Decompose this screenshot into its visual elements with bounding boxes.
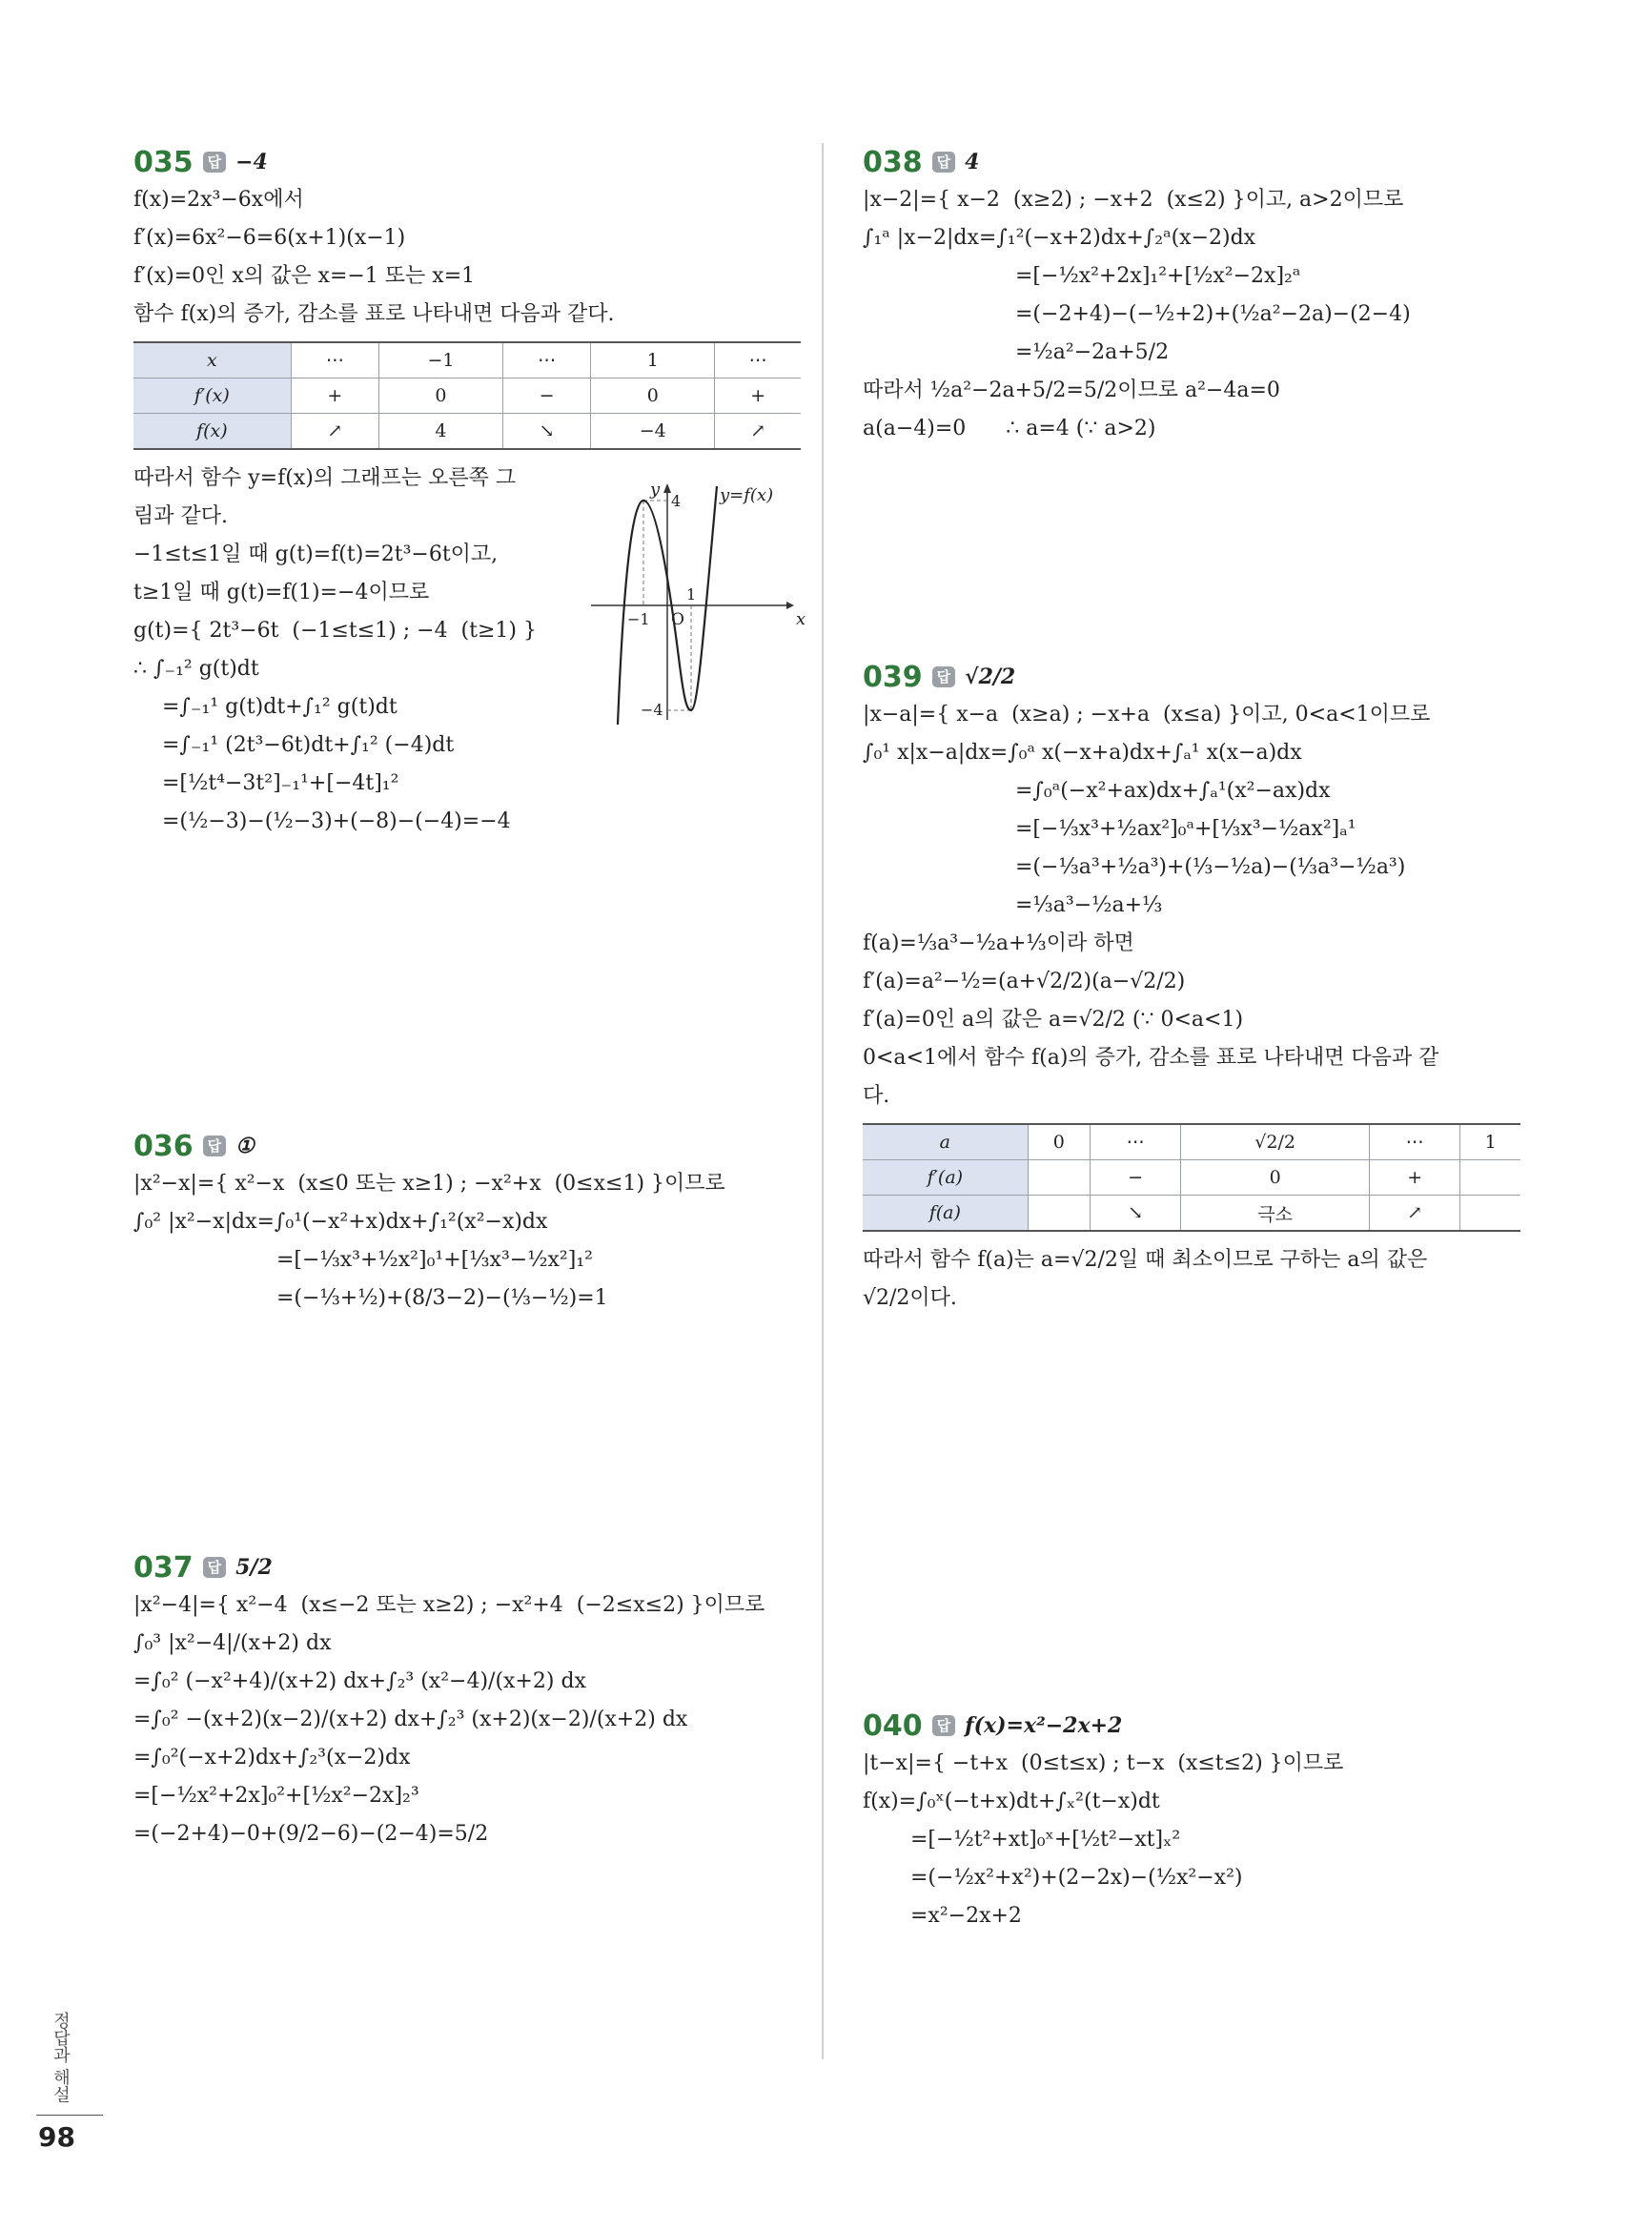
solution-line: 함수 f(x)의 증가, 감소를 표로 나타내면 다음과 같다. [133, 302, 615, 326]
table-cell: 0 [1028, 1124, 1090, 1160]
section-label: 정답과 해설 [51, 2012, 71, 2103]
curve-label: y=f(x) [720, 485, 774, 505]
answer-badge: 답 [932, 152, 956, 173]
x-axis-arrow [786, 602, 794, 609]
table-cell: 4 [378, 414, 502, 450]
y-axis-arrow [663, 483, 671, 493]
answer: ① [235, 1134, 255, 1158]
table-cell: + [715, 378, 801, 414]
solution-line: ∫₀² |x²−x|dx=∫₀¹(−x²+x)dx+∫₁²(x²−x)dx [133, 1210, 548, 1234]
table-row [863, 1124, 1520, 1160]
solution-line: a(a−4)=0 ∴ a=4 (∵ a>2) [863, 417, 1156, 440]
problem-header [863, 658, 1520, 696]
origin-label: O [671, 610, 684, 629]
table-cell: −4 [591, 414, 715, 450]
table-cell: ↗ [291, 414, 378, 450]
problem-number: 036 [133, 1129, 194, 1163]
answer-badge: 답 [932, 1715, 956, 1736]
problem-036 [133, 1127, 801, 1318]
solution-line: 림과 같다. [133, 504, 228, 528]
solution-line: =[−⅓x³+½x²]₀¹+[⅓x³−½x²]₁² [276, 1248, 593, 1272]
table-cell: 극소 [1181, 1196, 1370, 1232]
answer: 5/2 [235, 1555, 273, 1580]
table-cell [1460, 1196, 1520, 1232]
table-row [133, 342, 801, 378]
solution-line: ∴ ∫₋₁² g(t)dt [133, 657, 259, 681]
table-cell: f(x) [133, 414, 291, 450]
solution-line: √2/2이다. [863, 1286, 957, 1310]
solution-line: =[−⅓x³+½ax²]₀ᵃ+[⅓x³−½ax²]ₐ¹ [1015, 817, 1356, 841]
table-cell: ↗ [715, 414, 801, 450]
answer-badge: 답 [203, 1557, 227, 1578]
problem-035 [133, 143, 806, 841]
problem-header [863, 1707, 1520, 1745]
table-cell: 0 [591, 378, 715, 414]
solution-line: =∫₀ᵃ(−x²+ax)dx+∫ₐ¹(x²−ax)dx [1015, 779, 1331, 803]
problem-037 [133, 1548, 801, 1853]
tick-label: 4 [671, 492, 682, 510]
solution-line: f′(x)=6x²−6=6(x+1)(x−1) [133, 226, 406, 250]
problem-header [133, 143, 801, 181]
solution-line: =∫₋₁¹ g(t)dt+∫₁² g(t)dt [162, 695, 398, 719]
table-cell: ⋯ [715, 342, 801, 378]
solution-line: ∫₀¹ x|x−a|dx=∫₀ᵃ x(−x+a)dx+∫ₐ¹ x(x−a)dx [863, 741, 1302, 765]
x-axis-label: x [796, 609, 806, 629]
solution-line: 따라서 함수 y=f(x)의 그래프는 오른쪽 그 [133, 466, 517, 490]
table-row [133, 414, 801, 450]
column-divider [822, 143, 824, 2059]
solution-line: =[½t⁴−3t²]₋₁¹+[−4t]₁² [162, 771, 399, 795]
solution-line: 0<a<1에서 함수 f(a)의 증가, 감소를 표로 나타내면 다음과 같 [863, 1046, 1439, 1070]
section-sidebar [38, 2012, 76, 2103]
answer-badge: 답 [203, 1135, 227, 1156]
table-cell: ⋯ [1370, 1124, 1460, 1160]
solution-line: =(−⅓a³+½a³)+(⅓−½a)−(⅓a³−½a³) [1015, 855, 1406, 879]
table-cell [1028, 1160, 1090, 1196]
table-row [863, 1196, 1520, 1232]
tick-label: −4 [641, 701, 663, 719]
answer-badge: 답 [203, 152, 227, 173]
problem-number: 038 [863, 145, 923, 179]
table-cell [1460, 1160, 1520, 1196]
table-cell: ⋯ [1091, 1124, 1181, 1160]
solution-line: |x−2|={ x−2 (x≥2) ; −x+2 (x≤2) }이고, a>2이므로 [863, 188, 1404, 212]
table-cell: − [1091, 1160, 1181, 1196]
solution-line: =[−½x²+2x]₀²+[½x²−2x]₂³ [133, 1784, 419, 1808]
solution-line: f(x)=∫₀ˣ(−t+x)dt+∫ₓ²(t−x)dt [863, 1790, 1160, 1813]
increase-decrease-table [863, 1123, 1520, 1232]
table-cell: ↘ [503, 414, 591, 450]
solution-line: f′(a)=0인 a의 값은 a=√2/2 (∵ 0<a<1) [863, 1008, 1244, 1032]
table-cell: 1 [1460, 1124, 1520, 1160]
table-cell: f(a) [863, 1196, 1028, 1232]
problem-number: 037 [133, 1550, 194, 1585]
solution-line: g(t)={ 2t³−6t (−1≤t≤1) ; −4 (t≥1) } [133, 619, 537, 643]
table-cell: − [503, 378, 591, 414]
answer: −4 [235, 150, 268, 174]
page-number: 98 [38, 2121, 75, 2153]
solution-line: 따라서 ½a²−2a+5/2=5/2이므로 a²−4a=0 [863, 378, 1280, 402]
y-axis-label: y [650, 481, 661, 500]
page-number-rule [36, 2115, 103, 2116]
problem-number: 039 [863, 660, 923, 694]
solution-line: f′(x)=0인 x의 값은 x=−1 또는 x=1 [133, 264, 476, 288]
solution-line: =∫₋₁¹ (2t³−6t)dt+∫₁² (−4)dt [162, 733, 455, 757]
solution-line: =∫₀² (−x²+4)/(x+2) dx+∫₂³ (x²−4)/(x+2) dx [133, 1669, 586, 1693]
table-cell: 1 [591, 342, 715, 378]
table-cell: f′(a) [863, 1160, 1028, 1196]
table-cell: 0 [378, 378, 502, 414]
solution-line: f(a)=⅓a³−½a+⅓이라 하면 [863, 931, 1134, 955]
problem-number: 040 [863, 1708, 923, 1743]
table-row [133, 378, 801, 414]
problem-040 [863, 1707, 1520, 1935]
solution-line: =⅓a³−½a+⅓ [1015, 893, 1163, 917]
table-cell: ↗ [1370, 1196, 1460, 1232]
problem-038 [863, 143, 1520, 448]
answer-badge: 답 [932, 666, 956, 687]
tick-label: 1 [686, 585, 697, 604]
solution-line: |x−a|={ x−a (x≥a) ; −x+a (x≤a) }이고, 0<a<1이므로 [863, 703, 1431, 726]
solution-line: f(x)=2x³−6x에서 [133, 188, 304, 212]
solution-line: |x²−4|={ x²−4 (x≤−2 또는 x≥2) ; −x²+4 (−2≤x≤2) }이므로 [133, 1593, 765, 1617]
problem-header [133, 1548, 801, 1586]
solution-line: =[−½x²+2x]₁²+[½x²−2x]₂ᵃ [1015, 264, 1301, 288]
solution-line: =(½−3)−(½−3)+(−8)−(−4)=−4 [162, 809, 511, 833]
table-cell: + [291, 378, 378, 414]
solution-line: ∫₁ᵃ |x−2|dx=∫₁²(−x+2)dx+∫₂ᵃ(x−2)dx [863, 226, 1256, 250]
function-graph [591, 481, 810, 729]
table-cell: x [133, 342, 291, 378]
table-cell: 0 [1181, 1160, 1370, 1196]
solution-line: =∫₀²(−x+2)dx+∫₂³(x−2)dx [133, 1746, 411, 1770]
increase-decrease-table [133, 341, 801, 450]
table-cell: ⋯ [503, 342, 591, 378]
solution-line: ∫₀³ |x²−4|/(x+2) dx [133, 1631, 332, 1655]
answer: f(x)=x²−2x+2 [965, 1713, 1123, 1738]
table-cell: ↘ [1091, 1196, 1181, 1232]
table-cell: √2/2 [1181, 1124, 1370, 1160]
solution-line: |x²−x|={ x²−x (x≤0 또는 x≥1) ; −x²+x (0≤x≤1) }이므로 [133, 1172, 725, 1196]
problem-number: 035 [133, 145, 194, 179]
solution-line: =(−2+4)−0+(9/2−6)−(2−4)=5/2 [133, 1822, 489, 1846]
solution-line: =∫₀² −(x+2)(x−2)/(x+2) dx+∫₂³ (x+2)(x−2)/(x+2) dx [133, 1708, 688, 1731]
solution-line: t≥1일 때 g(t)=f(1)=−4이므로 [133, 581, 430, 604]
table-cell: ⋯ [291, 342, 378, 378]
table-cell: f′(x) [133, 378, 291, 414]
problem-039 [863, 658, 1520, 1318]
solution-line: =(−½x²+x²)+(2−2x)−(½x²−x²) [910, 1866, 1243, 1890]
table-row [863, 1160, 1520, 1196]
solution-line: |t−x|={ −t+x (0≤t≤x) ; t−x (x≤t≤2) }이므로 [863, 1751, 1344, 1775]
problem-header [863, 143, 1520, 181]
problem-header [133, 1127, 801, 1165]
solution-line: =½a²−2a+5/2 [1015, 340, 1170, 364]
tick-label: −1 [627, 610, 650, 628]
solution-line: =(−⅓+½)+(8/3−2)−(⅓−½)=1 [276, 1286, 608, 1310]
table-cell [1028, 1196, 1090, 1232]
solution-line: =(−2+4)−(−½+2)+(½a²−2a)−(2−4) [1015, 302, 1411, 326]
answer: 4 [965, 150, 980, 174]
table-cell: −1 [378, 342, 502, 378]
table-cell: + [1370, 1160, 1460, 1196]
solution-line: f′(a)=a²−½=(a+√2/2)(a−√2/2) [863, 970, 1186, 993]
answer: √2/2 [965, 665, 1016, 689]
table-cell: a [863, 1124, 1028, 1160]
solution-line: 다. [863, 1084, 890, 1108]
solution-line: =[−½t²+xt]₀ˣ+[½t²−xt]ₓ² [910, 1828, 1181, 1852]
solution-line: =x²−2x+2 [910, 1904, 1022, 1928]
solution-line: −1≤t≤1일 때 g(t)=f(t)=2t³−6t이고, [133, 542, 499, 566]
solution-line: 따라서 함수 f(a)는 a=√2/2일 때 최소이므로 구하는 a의 값은 [863, 1248, 1428, 1272]
